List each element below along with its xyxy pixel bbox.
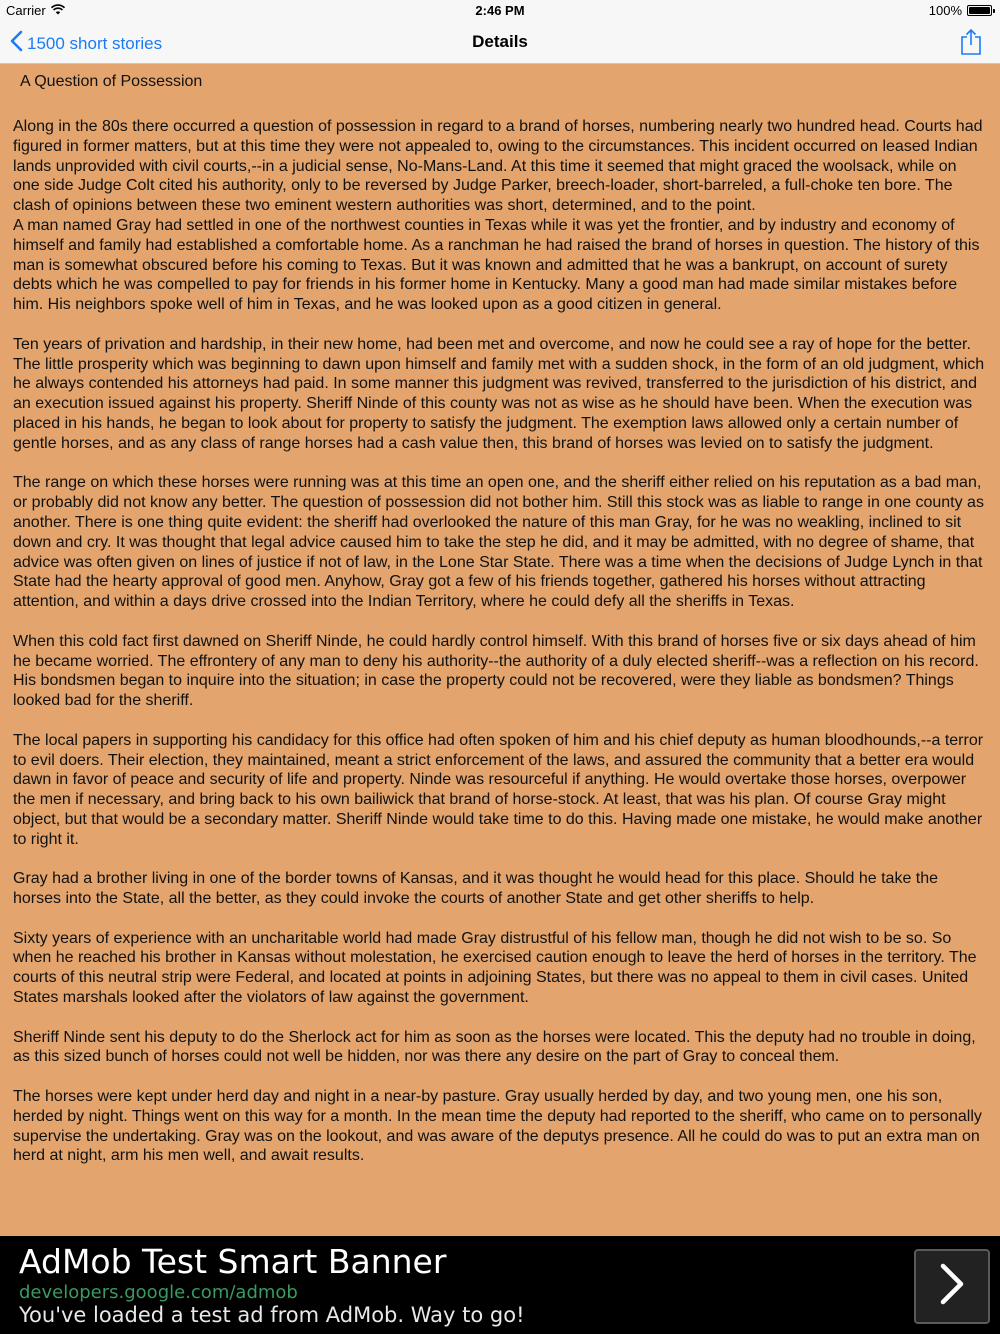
story-title: A Question of Possession (20, 73, 203, 90)
story-paragraph: The horses were kept under herd day and night in a near-by pasture. Gray usually herded by day, and two young men, one his son, herded by night. Things went on this way for a month. In the mean time the deputy had reported to the sheriff, who came on to personally supervise the undertaking. Gray was on the lookout, and was aware of the deputys presence. All he could do was to put an extra man on herd at night, arm his men well, and await results. (13, 1088, 982, 1165)
page-title: Details (472, 32, 528, 51)
status-time: 2:46 PM (475, 3, 525, 18)
ad-title: AdMob Test Smart Banner (19, 1242, 447, 1281)
story-paragraph: Along in the 80s there occurred a question of possession in regard to a brand of horses, numbering nearly two hundred head. Courts had figured in former matters, but at this time they were not appealed to, owing to the circumstances. This incident occurred on leased Indian lands unprovided with civil courts,--in a judicial sense, No-Mans-Land. At this time it seemed that might graced the woolsack, while on one side Judge Colt cited his authority, only to be reversed by Judge Parker, breech-loader, short-barreled, a full-choke ten bore. The clash of opinions between these two eminent western authorities was short, determined, and to the point. (13, 118, 983, 215)
share-icon (960, 43, 982, 60)
status-bar (0, 0, 1000, 22)
story-paragraph: Ten years of privation and hardship, in their new home, had been met and overcome, and now he could see a ray of hope for the better. The little prosperity which was beginning to dawn upon himself and family met with a sudden shock, in the form of an old judgment, which he always contended his attorneys had paid. In some manner this judgment was revived, transferred to the jurisdiction of his district, and an execution issued against his property. Sheriff Ninde of this county was not as wise as he should have been. When the execution was placed in his hands, he began to look about for property to satisfy the judgment. The exemption laws allowed only a certain number of gentle horses, and as any class of range horses had a cash value then, this brand of horses was levied on to satisfy the judgment. (13, 335, 985, 452)
story-paragraph: Gray had a brother living in one of the border towns of Kansas, and it was thought he would head for this place. Should he take the horses into the State, all the better, as they could invoke the courts of another State and get other sheriffs to help. (13, 870, 939, 908)
story-paragraph: A man named Gray had settled in one of the northwest counties in Texas while it was yet the frontier, and by industry and economy of himself and family had established a comfortable home. As a ranchman he had raised the brand of horses in question. The history of this man is somewhat obscured before his coming to Texas. But it was known and admitted that he was a bankrupt, on account of surety debts which he was compelled to pay for friends in his former home in Kentucky. Many a good man had made similar mistakes before him. His neighbors spoke well of him in Texas, and he was looked upon as a good citizen in general. (13, 216, 980, 314)
carrier-label: Carrier (6, 3, 46, 18)
ad-url: developers.google.com/admob (19, 1282, 298, 1303)
battery-icon (967, 5, 992, 16)
chevron-right-icon (939, 1263, 965, 1310)
story-paragraph: Sixty years of experience with an uncharitable world had made Gray distrustful of his fellow man, though he did not wish to be so. So when he reached his brother in Kansas without molestation, he exercised caution enough to leave the herd of horses in the territory. The courts of this neutral strip were Federal, and located at points in adjoining States, but there was no appeal to them in civil cases. United States marshals looked after the violators of law against the government. (13, 929, 977, 1007)
ad-open-button[interactable] (914, 1249, 990, 1324)
story-paragraph: Sheriff Ninde sent his deputy to do the Sherlock act for him as soon as the horses were located. This the deputy had no trouble in doing, as this sized bunch of horses could not well be hidden, nor was there any desire on the part of Gray to conceal them. (13, 1028, 976, 1066)
story-paragraph: The local papers in supporting his candidacy for this office had often spoken of him and his chief deputy as human bloodhounds,--a terror to evil doers. Their election, they maintained, meant a strict enforcement of the laws, and assured the community that a better era would dawn in favor of peace and security of life and property. Ninde was resourceful if anything. He would overtake those horses, overpower the men if necessary, and bring back to his own bailiwick that brand of horse-stock. At least, that was his plan. Of course Gray might object, but that would be a secondary matter. Sheriff Ninde would take time to do this. Having made one mistake, he would make another to right it. (13, 731, 984, 848)
battery-percent: 100% (928, 3, 962, 18)
story-paragraph: The range on which these horses were running was at this time an open one, and the sheriff either relied on his reputation as a bad man, or probably did not know any better. The question of possession did not bother him. Still this stock was as liable to range in one county as another. There is one thing quite evident: the sheriff had overlooked the nature of this man Gray, for he was no weakling, inclined to sit down and cry. It was thought that legal advice caused him to take the step he did, and it may be admitted, with no degree of shame, that advice was often given on lines of justice if not of law, in the Lone Star State. There was a time when the decisions of Judge Lynch in that State had the hearty approval of good men. Anyhow, Gray got a few of his friends together, gathered his horses without attracting attention, and within a days drive crossed into the Indian Territory, where he could defy all the sheriffs in Texas. (13, 474, 984, 611)
navigation-bar (0, 22, 1000, 64)
ad-description: You've loaded a test ad from AdMob. Way to go! (19, 1303, 525, 1327)
story-content[interactable] (0, 64, 1000, 1236)
back-button-label: 1500 short stories (27, 33, 163, 53)
share-button[interactable] (960, 28, 982, 61)
ad-banner[interactable] (0, 1236, 1000, 1334)
story-paragraph: When this cold fact first dawned on Sheriff Ninde, he could hardly control himself. With this brand of horses five or six days ahead of him he became worried. The effrontery of any man to deny his authority--the authority of a duly elected sheriff--was a reflection on his record. His bondsmen began to inquire into the situation; in case the property could not be recovered, were they liable as bondsmen? Things looked bad for the sheriff. (13, 632, 979, 710)
status-right (929, 3, 992, 18)
